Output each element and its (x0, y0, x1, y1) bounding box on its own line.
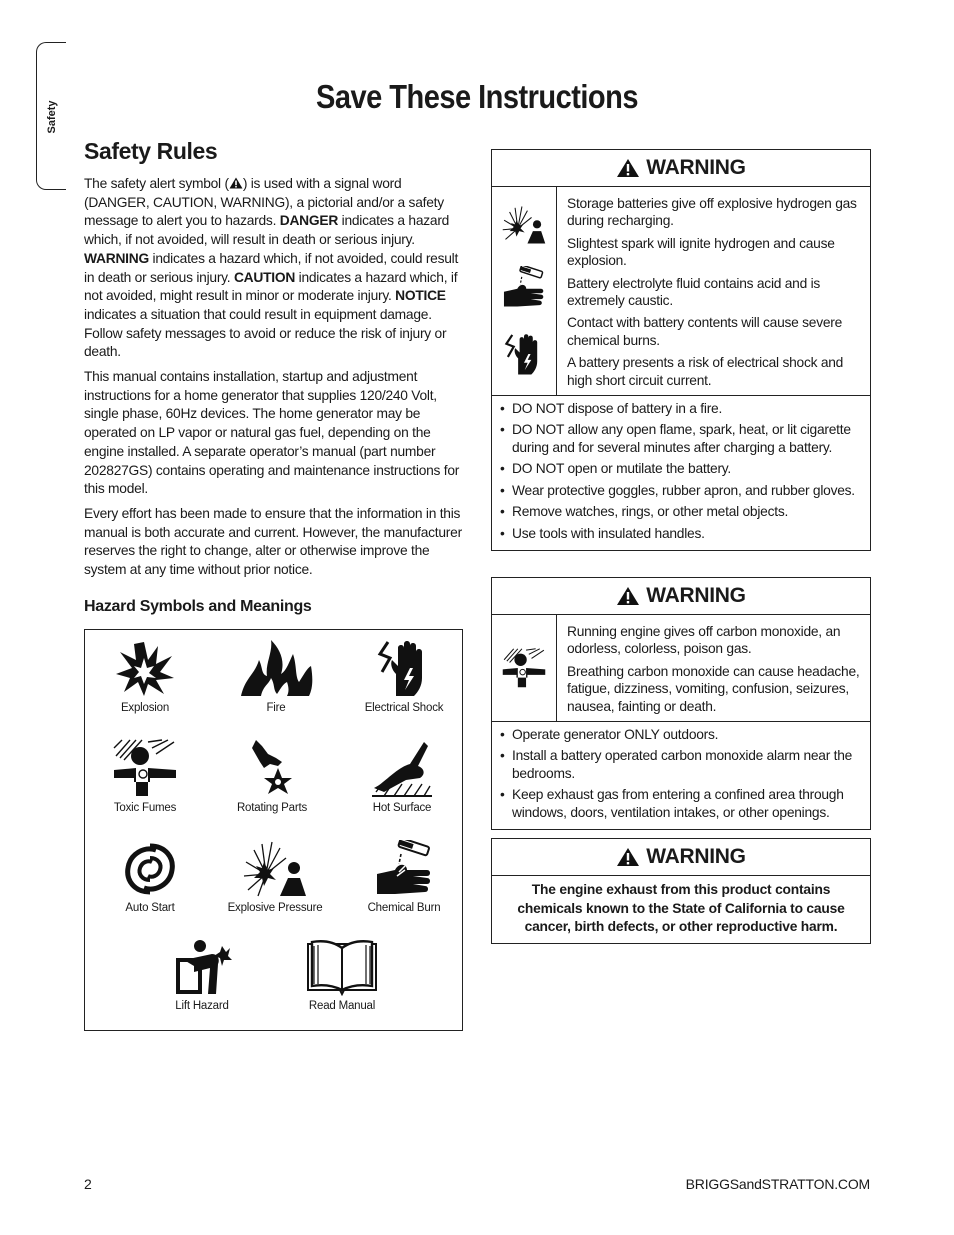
warning-box-california (491, 838, 871, 944)
hazard-label: Explosion (120, 702, 170, 714)
hazard-explosive-pressure (210, 840, 340, 914)
fire-icon (237, 638, 315, 698)
auto-start-icon (120, 840, 180, 898)
warning-header-label: WARNING (646, 584, 746, 607)
hazard-auto-start (85, 840, 215, 914)
warning-line: Contact with battery contents will cause severe chemical burns. (567, 315, 843, 348)
list-item: • DO NOT allow any open flame, spark, heat, or lit cigarette during and for several minutes after charging a battery. (500, 421, 864, 456)
warning-box-carbon-monoxide (491, 577, 871, 830)
safety-alert-icon (616, 847, 640, 867)
section-side-tab (36, 42, 66, 190)
list-item: • Keep exhaust gas from entering a confined area through windows, doors, ventilation intakes, or other openings. (500, 786, 864, 821)
hazard-symbols-title: Hazard Symbols and Meanings (84, 597, 312, 615)
hazard-label: Electrical Shock (364, 702, 444, 714)
list-item: • Use tools with insulated handles. (500, 525, 864, 542)
warning-line: Slightest spark will ignite hydrogen and cause explosion. (567, 235, 835, 269)
footer-website: BRIGGSandSTRATTON.COM (685, 1176, 870, 1192)
list-item: • Remove watches, rings, or other metal objects. (500, 503, 864, 520)
lift-hazard-icon (172, 938, 232, 996)
hot-surface-icon (370, 738, 434, 798)
chemical-burn-icon (373, 840, 435, 898)
rotating-parts-icon (242, 738, 302, 798)
warning-line: Storage batteries give off explosive hydrogen gas during recharging. (567, 196, 857, 229)
list-item: • Install a battery operated carbon monoxide alarm near the bedrooms. (500, 747, 864, 782)
hazard-electrical-shock (339, 638, 469, 714)
electrical-shock-icon (374, 638, 434, 698)
chemical-burn-icon (501, 266, 547, 310)
list-item: • DO NOT open or mutilate the battery. (500, 460, 864, 477)
hazard-label: Read Manual (308, 1000, 376, 1012)
warning-icons-column (492, 187, 557, 395)
electrical-shock-icon (502, 329, 546, 379)
safety-alert-icon (616, 586, 640, 606)
warning-text-column (557, 615, 870, 721)
page-number: 2 (84, 1176, 92, 1192)
warning-header-label: WARNING (646, 156, 746, 179)
warning-line: Running engine gives off carbon monoxide, an odorless, colorless, poison gas. (567, 624, 841, 657)
hazard-toxic-fumes (80, 738, 210, 814)
hazard-label: Rotating Parts (236, 802, 308, 814)
warning-body (492, 615, 870, 722)
list-item: • DO NOT dispose of battery in a fire. (500, 400, 864, 417)
warning-text-column (557, 187, 870, 395)
warning-line: Breathing carbon monoxide can cause headache, fatigue, dizziness, vomiting, confusion, seizures, nausea, fainting or death. (567, 663, 860, 714)
read-manual-icon (304, 938, 380, 996)
hazard-chemical-burn (339, 840, 469, 914)
hazard-read-manual (277, 938, 407, 1012)
warning-icons-column (492, 615, 557, 721)
warning-header (492, 150, 870, 187)
warning-body (492, 187, 870, 396)
hazard-label: Auto Start (125, 902, 175, 914)
list-item: • Operate generator ONLY outdoors. (500, 726, 864, 743)
warning-bullet-list (492, 396, 870, 550)
warning-line: A battery presents a risk of electrical shock and high short circuit current. (567, 355, 844, 388)
hazard-explosion (80, 638, 210, 714)
hazard-lift-hazard (137, 938, 267, 1012)
page-title: Save These Instructions (316, 78, 638, 115)
warning-header (492, 839, 870, 876)
hazard-label: Explosive Pressure (227, 902, 323, 914)
hazard-rotating-parts (207, 738, 337, 814)
safety-alert-icon (229, 177, 243, 189)
explosion-icon (114, 638, 176, 698)
hazard-symbols-box (84, 629, 463, 1031)
warning-header (492, 578, 870, 615)
california-warning-text: The engine exhaust from this product contains chemicals known to the State of California to cause cancer, birth defects, or other reproductive harm. (517, 882, 845, 934)
accuracy-paragraph: Every effort has been made to ensure that the information in this manual is both accurate and current. However, the manufacturer reserves the right to change, alter or otherwise improve the system at any time without prior notice. (84, 505, 462, 578)
explosive-pressure-icon (240, 840, 310, 898)
warning-box-battery (491, 149, 871, 551)
warning-header-label: WARNING (646, 845, 746, 868)
hazard-label: Fire (266, 702, 286, 714)
list-item: • Wear protective goggles, rubber apron, and rubber gloves. (500, 482, 864, 499)
warning-bullet-list (492, 722, 870, 829)
explosive-pressure-icon (500, 203, 548, 247)
hazard-label: Chemical Burn (367, 902, 441, 914)
safety-alert-icon (616, 158, 640, 178)
toxic-fumes-icon (110, 738, 180, 798)
manual-description-paragraph: This manual contains installation, startup and adjustment instructions for a home generator that supplies 120/240 Volt, single phase, 60Hz devices. The home generator may be operated on LP vapor or natural gas fuel, depending on the engine installed. A separate operator’s manual (part number 202827GS) contains operating and maintenance instructions for this model. (84, 369, 460, 497)
hazard-label: Hot Surface (372, 802, 432, 814)
intro-paragraph: The safety alert symbol ( ) is used with a signal word (DANGER, CAUTION, WARNING), a pictorial and/or a safety message to alert you to hazards. DANGER indicates a hazard which, if not avoided, will result in death or serious injury. WARNING indicates a hazard which, if not avoided, could result in death or serious injury. CAUTION indicates a hazard which, if not avoided, might result in minor or moderate injury. NOTICE indicates a situation that could result in equipment damage. Follow safety messages to avoid or reduce the risk of injury or death. (84, 176, 459, 360)
toxic-fumes-icon (500, 646, 548, 690)
hazard-label: Lift Hazard (175, 1000, 229, 1012)
hazard-fire (211, 638, 341, 714)
hazard-hot-surface (337, 738, 467, 814)
hazard-label: Toxic Fumes (113, 802, 177, 814)
left-column (84, 138, 466, 616)
section-title-safety-rules: Safety Rules (84, 138, 218, 164)
warning-line: Battery electrolyte fluid contains acid and is extremely caustic. (567, 275, 821, 309)
side-tab-label: Safety (45, 100, 58, 134)
